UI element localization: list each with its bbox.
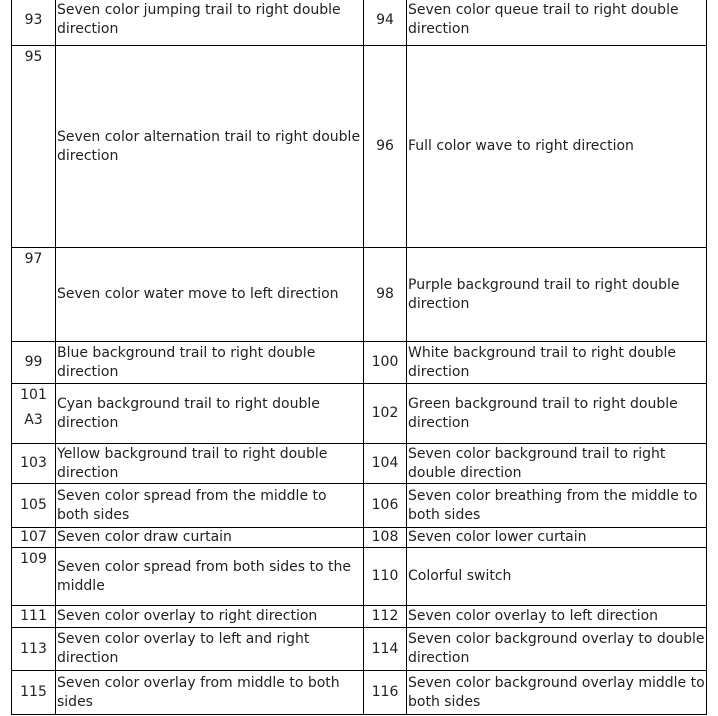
mode-number: 116 — [364, 671, 407, 715]
mode-table — [11, 0, 707, 715]
mode-description: Seven color alternation trail to right double direction — [56, 46, 364, 248]
mode-number: 107 — [12, 528, 56, 548]
mode-description: Cyan background trail to right double direction — [56, 384, 364, 444]
mode-description: Full color wave to right direction — [407, 46, 707, 248]
mode-number: 106 — [364, 484, 407, 528]
mode-number: 108 — [364, 528, 407, 548]
mode-number: 111 — [12, 606, 56, 628]
table-row — [12, 606, 707, 628]
mode-number: 115 — [12, 671, 56, 715]
mode-number: 95 — [12, 46, 56, 248]
mode-number: 98 — [364, 248, 407, 342]
mode-description: Seven color overlay from middle to both sides — [56, 671, 364, 715]
mode-number: 113 — [12, 628, 56, 671]
table-row — [12, 342, 707, 384]
table-row — [12, 248, 707, 342]
mode-description: Seven color jumping trail to right double direction — [56, 0, 364, 46]
mode-number: 99 — [12, 342, 56, 384]
table-row — [12, 671, 707, 715]
page-marker: A3 — [24, 412, 43, 428]
table-row — [12, 548, 707, 606]
mode-number: 103 — [12, 444, 56, 484]
mode-description: Green background trail to right double direction — [407, 384, 707, 444]
mode-description: Seven color lower curtain — [407, 528, 707, 548]
mode-number: 93 — [12, 0, 56, 46]
mode-number: 109 — [12, 548, 56, 606]
mode-number: 105 — [12, 484, 56, 528]
mode-description: Seven color draw curtain — [56, 528, 364, 548]
mode-number: 112 — [364, 606, 407, 628]
table-row — [12, 46, 707, 248]
mode-description: White background trail to right double direction — [407, 342, 707, 384]
mode-description: Seven color background overlay middle to both sides — [407, 671, 707, 715]
mode-number-cell — [12, 384, 56, 444]
mode-description: Seven color background overlay to double direction — [407, 628, 707, 671]
mode-description: Seven color spread from the middle to both sides — [56, 484, 364, 528]
mode-number: 102 — [364, 384, 407, 444]
mode-number: 96 — [364, 46, 407, 248]
table-row — [12, 484, 707, 528]
mode-number: 110 — [364, 548, 407, 606]
mode-description: Seven color background trail to right double direction — [407, 444, 707, 484]
mode-description: Yellow background trail to right double direction — [56, 444, 364, 484]
mode-description: Seven color spread from both sides to the middle — [56, 548, 364, 606]
table-row — [12, 0, 707, 46]
mode-description: Seven color breathing from the middle to both sides — [407, 484, 707, 528]
table-row — [12, 384, 707, 444]
table-row — [12, 628, 707, 671]
mode-number: 94 — [364, 0, 407, 46]
mode-description: Blue background trail to right double direction — [56, 342, 364, 384]
mode-description: Seven color overlay to left direction — [407, 606, 707, 628]
mode-number: 101 — [20, 387, 47, 403]
mode-description: Seven color queue trail to right double direction — [407, 0, 707, 46]
mode-number: 114 — [364, 628, 407, 671]
mode-description: Purple background trail to right double direction — [407, 248, 707, 342]
mode-description: Seven color water move to left direction — [56, 248, 364, 342]
mode-description: Colorful switch — [407, 548, 707, 606]
mode-number: 104 — [364, 444, 407, 484]
mode-description: Seven color overlay to left and right direction — [56, 628, 364, 671]
mode-number: 100 — [364, 342, 407, 384]
mode-description: Seven color overlay to right direction — [56, 606, 364, 628]
mode-number: 97 — [12, 248, 56, 342]
table-row — [12, 444, 707, 484]
table-row — [12, 528, 707, 548]
